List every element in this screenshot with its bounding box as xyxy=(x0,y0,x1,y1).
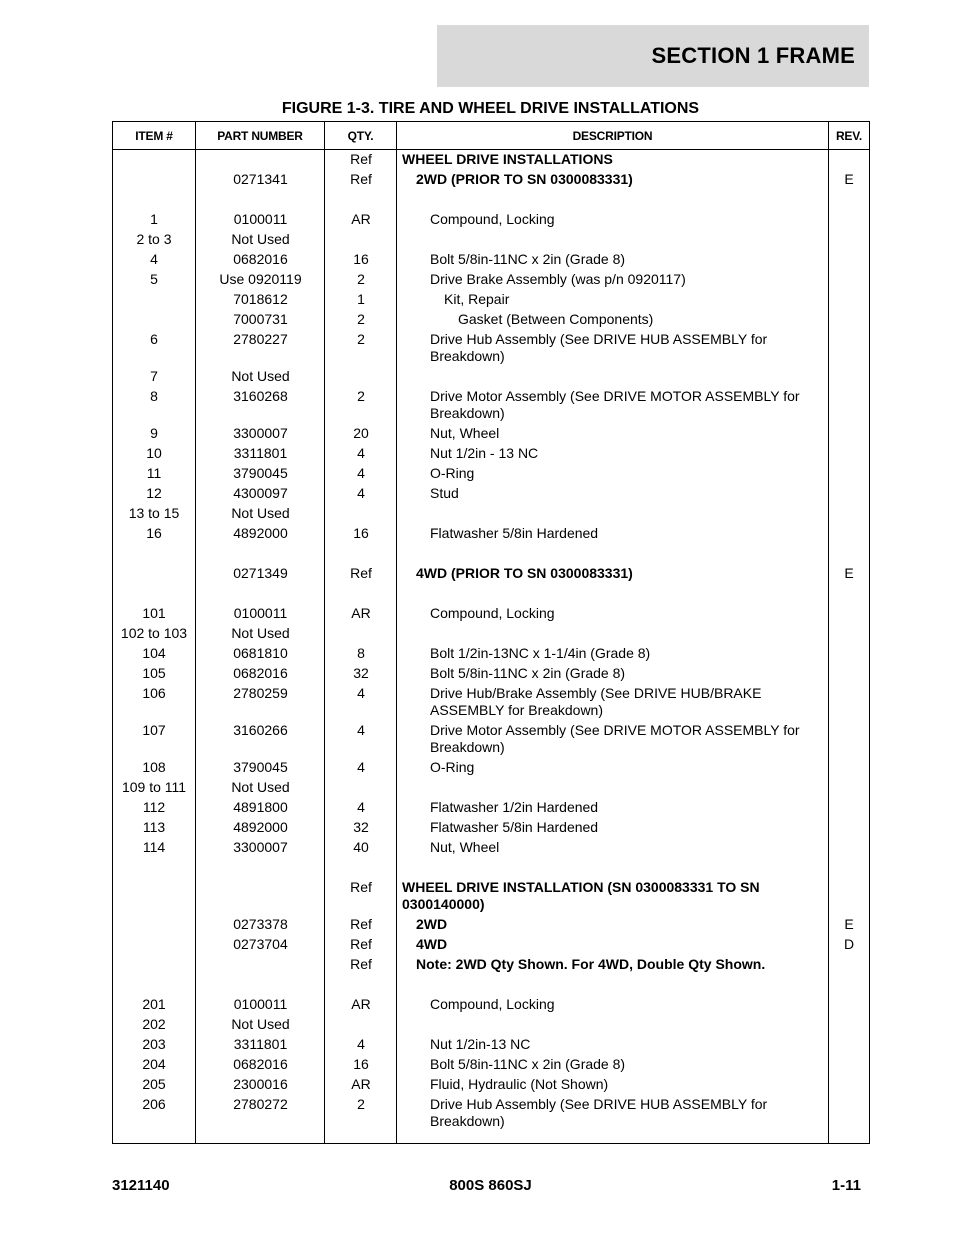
item-number-cell: 113 xyxy=(142,819,166,835)
description-cell: 2WD (PRIOR TO SN 0300083331) xyxy=(416,171,633,187)
table-row xyxy=(113,170,869,190)
table-row xyxy=(113,604,869,624)
part-number-cell: 7000731 xyxy=(233,311,288,327)
part-number-cell: 3311801 xyxy=(233,1036,288,1052)
part-number-cell: 0271341 xyxy=(233,171,288,187)
description-cell: Nut, Wheel xyxy=(430,839,500,855)
part-number-cell: 0273704 xyxy=(233,936,288,952)
table-row xyxy=(113,878,869,915)
qty-cell: 1 xyxy=(357,291,365,307)
qty-cell: 4 xyxy=(357,445,365,461)
table-row xyxy=(113,250,869,270)
description-cell: Nut 1/2in-13 NC xyxy=(430,1036,531,1052)
item-number-cell: 108 xyxy=(142,759,166,775)
description-cell: Drive Hub/Brake Assembly (See DRIVE HUB/BRAKE ASSEMBLY for Breakdown) xyxy=(430,685,762,718)
qty-cell: 32 xyxy=(353,665,369,681)
table-row xyxy=(113,524,869,544)
description-cell: Flatwasher 5/8in Hardened xyxy=(430,525,599,541)
part-number-cell: 0682016 xyxy=(233,251,288,267)
rev-cell: E xyxy=(844,565,854,581)
qty-cell: Ref xyxy=(350,565,372,581)
qty-cell: 32 xyxy=(353,819,369,835)
part-number-cell: 2780259 xyxy=(233,685,288,701)
part-number-cell: Not Used xyxy=(231,505,290,521)
qty-cell: 8 xyxy=(357,645,365,661)
table-row xyxy=(113,838,869,858)
table-row xyxy=(113,367,869,387)
item-number-cell: 2 to 3 xyxy=(136,231,172,247)
footer-doc-number: 3121140 xyxy=(112,1177,170,1194)
table-row xyxy=(113,564,869,584)
description-cell: Bolt 5/8in-11NC x 2in (Grade 8) xyxy=(430,1056,626,1072)
description-cell: Fluid, Hydraulic (Not Shown) xyxy=(430,1076,609,1092)
description-cell: Compound, Locking xyxy=(430,211,555,227)
qty-cell: 20 xyxy=(353,425,369,441)
part-number-cell: 0271349 xyxy=(233,565,288,581)
item-number-cell: 1 xyxy=(150,211,158,227)
description-cell: Nut 1/2in - 13 NC xyxy=(430,445,539,461)
description-cell: 4WD xyxy=(416,936,448,952)
column-header-qty: QTY. xyxy=(347,128,374,143)
table-row xyxy=(113,721,869,758)
part-number-cell: 3790045 xyxy=(233,465,288,481)
table-row xyxy=(113,955,869,975)
section-title: SECTION 1 FRAME xyxy=(651,43,855,68)
table-row xyxy=(113,504,869,524)
qty-cell: 2 xyxy=(357,311,365,327)
item-number-cell: 6 xyxy=(150,331,158,347)
table-row xyxy=(113,330,869,367)
rev-cell: E xyxy=(844,916,854,932)
part-number-cell: 3160268 xyxy=(233,388,288,404)
table-row xyxy=(113,1095,869,1132)
figure-title: FIGURE 1-3. TIRE AND WHEEL DRIVE INSTALLATIONS xyxy=(281,100,700,117)
part-number-cell: 0682016 xyxy=(233,1056,288,1072)
table-spacer xyxy=(113,544,869,564)
table-row xyxy=(113,995,869,1015)
qty-cell: Ref xyxy=(350,916,372,932)
table-row xyxy=(113,290,869,310)
description-cell xyxy=(402,231,812,248)
item-number-cell: 203 xyxy=(142,1036,166,1052)
part-number-cell: 0100011 xyxy=(233,211,288,227)
item-number-cell: 107 xyxy=(142,722,166,738)
qty-cell: 4 xyxy=(357,1036,365,1052)
description-cell xyxy=(402,625,812,642)
part-number-cell: 4892000 xyxy=(233,819,288,835)
part-number-cell: 7018612 xyxy=(233,291,288,307)
qty-cell: 16 xyxy=(353,251,369,267)
table-row xyxy=(113,915,869,935)
qty-cell: AR xyxy=(351,1076,371,1092)
qty-cell: Ref xyxy=(350,151,372,167)
item-number-cell: 101 xyxy=(142,605,166,621)
section-header xyxy=(437,25,869,87)
table-row xyxy=(113,464,869,484)
qty-cell: Ref xyxy=(350,879,372,895)
part-number-cell: 2780227 xyxy=(233,331,288,347)
item-number-cell: 106 xyxy=(142,685,166,701)
table-row xyxy=(113,270,869,290)
table-row xyxy=(113,210,869,230)
qty-cell: 16 xyxy=(353,1056,369,1072)
part-number-cell: 0100011 xyxy=(233,605,288,621)
part-number-cell: 3300007 xyxy=(233,839,288,855)
table-row xyxy=(113,150,869,170)
footer-page-number: 1-11 xyxy=(831,1177,861,1194)
qty-cell: 2 xyxy=(357,331,365,347)
item-number-cell: 104 xyxy=(142,645,166,661)
footer-model: 800S 860SJ xyxy=(449,1177,532,1194)
part-number-cell: 4891800 xyxy=(233,799,288,815)
part-number-cell: Not Used xyxy=(231,779,290,795)
part-number-cell: 2300016 xyxy=(233,1076,288,1092)
description-cell: Drive Motor Assembly (See DRIVE MOTOR ASSEMBLY for Breakdown) xyxy=(430,722,800,755)
part-number-cell: Use 0920119 xyxy=(219,271,302,287)
table-row xyxy=(113,1075,869,1095)
table-row xyxy=(113,778,869,798)
description-cell: Note: 2WD Qty Shown. For 4WD, Double Qty Shown. xyxy=(416,956,766,972)
description-cell: 2WD xyxy=(416,916,448,932)
qty-cell: Ref xyxy=(350,936,372,952)
qty-cell: 4 xyxy=(357,465,365,481)
qty-cell: AR xyxy=(351,996,371,1012)
qty-cell: 4 xyxy=(357,722,365,738)
part-number-cell: 3300007 xyxy=(233,425,288,441)
table-row xyxy=(113,684,869,721)
qty-cell: Ref xyxy=(350,171,372,187)
qty-cell: 16 xyxy=(353,525,369,541)
description-cell: O-Ring xyxy=(430,465,475,481)
part-number-cell: 4892000 xyxy=(233,525,288,541)
item-number-cell: 112 xyxy=(142,799,166,815)
qty-cell: 4 xyxy=(357,685,365,701)
description-cell: Bolt 1/2in-13NC x 1-1/4in (Grade 8) xyxy=(430,645,651,661)
description-cell: O-Ring xyxy=(430,759,475,775)
table-row xyxy=(113,1035,869,1055)
table-row xyxy=(113,1015,869,1035)
item-number-cell: 16 xyxy=(146,525,162,541)
part-number-cell: 0681810 xyxy=(233,645,288,661)
qty-cell: 40 xyxy=(353,839,369,855)
item-number-cell: 109 to 111 xyxy=(121,779,187,795)
description-cell: Drive Brake Assembly (was p/n 0920117) xyxy=(430,271,686,287)
table-spacer xyxy=(113,975,869,995)
part-number-cell: 3790045 xyxy=(233,759,288,775)
part-number-cell: Not Used xyxy=(231,231,290,247)
item-number-cell: 10 xyxy=(146,445,162,461)
table-spacer xyxy=(113,584,869,604)
description-cell xyxy=(402,368,812,385)
description-cell: WHEEL DRIVE INSTALLATIONS xyxy=(402,151,613,167)
table-row xyxy=(113,310,869,330)
item-number-cell: 9 xyxy=(150,425,158,441)
table-row xyxy=(113,1055,869,1075)
table-row xyxy=(113,935,869,955)
table-row xyxy=(113,664,869,684)
part-number-cell: 2780272 xyxy=(233,1096,288,1112)
description-cell: Gasket (Between Components) xyxy=(458,311,654,327)
table-spacer xyxy=(113,190,869,210)
table-body xyxy=(113,150,869,1132)
description-cell: Drive Hub Assembly (See DRIVE HUB ASSEMBLY for Breakdown) xyxy=(430,331,768,364)
qty-cell: AR xyxy=(351,605,371,621)
part-number-cell: 0100011 xyxy=(233,996,288,1012)
item-number-cell: 201 xyxy=(142,996,166,1012)
rev-cell: E xyxy=(844,171,854,187)
item-number-cell: 206 xyxy=(142,1096,166,1112)
item-number-cell: 11 xyxy=(146,465,162,481)
item-number-cell: 8 xyxy=(150,388,158,404)
item-number-cell: 205 xyxy=(142,1076,166,1092)
table-row xyxy=(113,424,869,444)
part-number-cell: 4300097 xyxy=(233,485,288,501)
table-row xyxy=(113,444,869,464)
description-cell: Nut, Wheel xyxy=(430,425,500,441)
qty-cell: Ref xyxy=(350,956,372,972)
part-number-cell: 3311801 xyxy=(233,445,288,461)
description-cell xyxy=(402,1016,812,1033)
item-number-cell: 204 xyxy=(142,1056,166,1072)
description-cell: Drive Hub Assembly (See DRIVE HUB ASSEMBLY for Breakdown) xyxy=(430,1096,768,1129)
qty-cell: 4 xyxy=(357,799,365,815)
description-cell: 4WD (PRIOR TO SN 0300083331) xyxy=(416,565,633,581)
table-row xyxy=(113,230,869,250)
item-number-cell: 102 to 103 xyxy=(120,625,188,641)
part-number-cell: Not Used xyxy=(231,368,290,384)
column-header-rev: REV. xyxy=(835,128,863,143)
description-cell xyxy=(402,505,812,522)
item-number-cell: 5 xyxy=(150,271,158,287)
description-cell: Compound, Locking xyxy=(430,605,555,621)
part-number-cell: Not Used xyxy=(231,625,290,641)
description-cell: Flatwasher 5/8in Hardened xyxy=(430,819,599,835)
column-header-description: DESCRIPTION xyxy=(572,128,653,143)
item-number-cell: 13 to 15 xyxy=(128,505,180,521)
item-number-cell: 4 xyxy=(150,251,158,267)
table-row xyxy=(113,644,869,664)
table-row xyxy=(113,484,869,504)
description-cell: Flatwasher 1/2in Hardened xyxy=(430,799,599,815)
table-row xyxy=(113,758,869,778)
item-number-cell: 114 xyxy=(142,839,166,855)
item-number-cell: 12 xyxy=(146,485,162,501)
qty-cell: 4 xyxy=(357,759,365,775)
description-cell xyxy=(402,779,812,796)
column-header-part-number: PART NUMBER xyxy=(217,128,303,143)
table-row xyxy=(113,798,869,818)
qty-cell: 2 xyxy=(357,388,365,404)
description-cell: Compound, Locking xyxy=(430,996,555,1012)
part-number-cell: 0682016 xyxy=(233,665,288,681)
table-row xyxy=(113,624,869,644)
qty-cell: 4 xyxy=(357,485,365,501)
part-number-cell: 0273378 xyxy=(233,916,288,932)
description-cell: Bolt 5/8in-11NC x 2in (Grade 8) xyxy=(430,251,626,267)
rev-cell: D xyxy=(843,936,855,952)
part-number-cell: 3160266 xyxy=(233,722,288,738)
description-cell: Bolt 5/8in-11NC x 2in (Grade 8) xyxy=(430,665,626,681)
table-spacer xyxy=(113,858,869,878)
description-cell: Kit, Repair xyxy=(444,291,510,307)
column-header-item: ITEM # xyxy=(135,128,173,143)
qty-cell: AR xyxy=(351,211,371,227)
table-row xyxy=(113,818,869,838)
description-cell: Drive Motor Assembly (See DRIVE MOTOR ASSEMBLY for Breakdown) xyxy=(430,388,800,421)
item-number-cell: 202 xyxy=(142,1016,166,1032)
part-number-cell: Not Used xyxy=(231,1016,290,1032)
qty-cell: 2 xyxy=(357,271,365,287)
description-cell: Stud xyxy=(430,485,459,501)
item-number-cell: 7 xyxy=(150,368,158,384)
description-cell: WHEEL DRIVE INSTALLATION (SN 0300083331 TO SN 0300140000) xyxy=(402,879,760,912)
qty-cell: 2 xyxy=(357,1096,365,1112)
table-row xyxy=(113,387,869,424)
item-number-cell: 105 xyxy=(142,665,166,681)
parts-table xyxy=(112,121,870,1144)
